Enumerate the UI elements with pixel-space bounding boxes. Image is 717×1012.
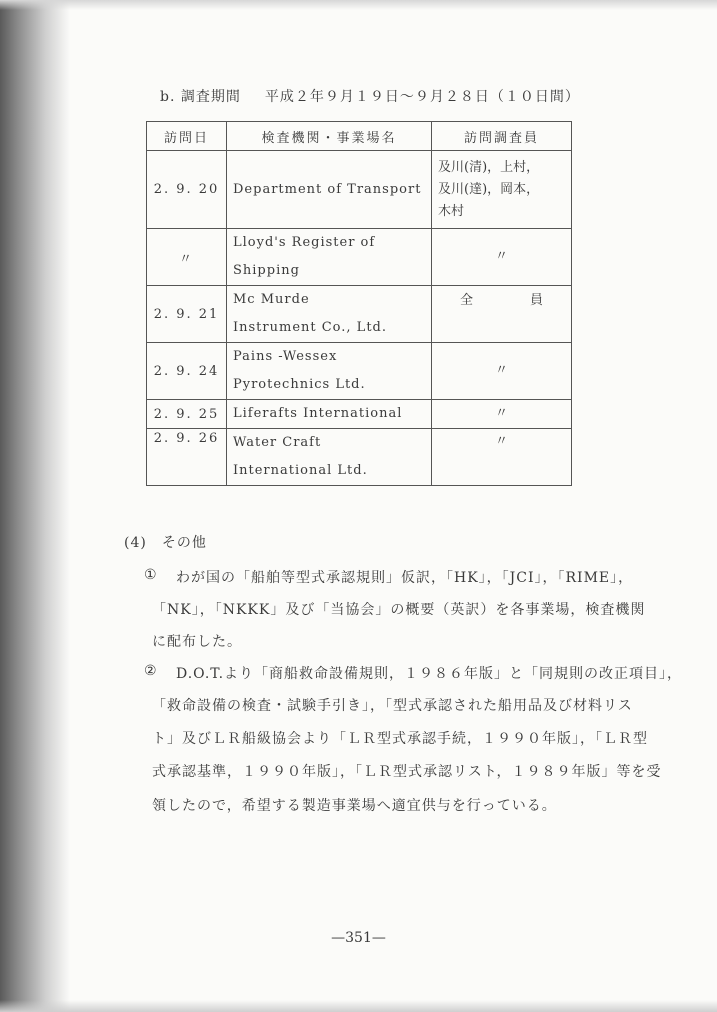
organization-name	[227, 286, 432, 343]
item-line: 「NK」，「NKKK」及び「当協会」の概要（英訳）を各事業場，検査機関	[152, 602, 646, 618]
table-row	[147, 429, 572, 486]
item-line: ト」及びＬＲ船級協会より「ＬＲ型式承認手続，１９９０年版」，「ＬＲ型	[152, 731, 648, 747]
organization-line: Pains -Wessex	[233, 349, 338, 364]
organization-name	[227, 343, 432, 400]
table-row	[147, 343, 572, 400]
member-line: 及川(達)，岡本，	[438, 181, 540, 197]
organization-name	[227, 429, 432, 486]
organization-name	[227, 151, 432, 229]
visit-table	[146, 121, 572, 486]
member-all-second: 員	[529, 293, 543, 308]
organization-line: International Ltd.	[233, 463, 368, 478]
organization-line: Mc Murde	[233, 292, 310, 307]
visit-date: 2. 9. 26	[147, 429, 227, 486]
member-line: 及川(清)，上村，	[438, 159, 540, 175]
item-line: D.O.T.より「商船救命設備規則，１９８６年版」と「同規則の改正項目」，	[176, 666, 683, 682]
scan-shadow-bottom	[0, 1000, 717, 1012]
item-marker: ①	[144, 567, 158, 583]
member-line: 木村	[438, 203, 465, 219]
table-row	[147, 229, 572, 286]
section-heading: (4) その他	[124, 535, 207, 551]
visit-members: 〃	[432, 400, 572, 429]
header-organization: 検査機関・事業場名	[227, 122, 432, 151]
organization-line: Lloyd's Register of	[233, 235, 376, 250]
item-marker: ②	[144, 663, 158, 679]
visit-date: 2. 9. 24	[147, 343, 227, 400]
organization-name	[227, 400, 432, 429]
table-row	[147, 400, 572, 429]
visit-members: 〃	[432, 229, 572, 286]
item-line: わが国の「船舶等型式承認規則」仮訳，「HK」，「JCI」，「RIME」，	[176, 570, 634, 586]
visit-members	[432, 286, 572, 343]
page-number: —351—	[331, 930, 386, 946]
header-members: 訪問調査員	[432, 122, 572, 151]
table-header-row	[147, 122, 572, 151]
member-all-first: 全	[460, 293, 474, 308]
organization-line: Shipping	[233, 263, 300, 278]
scan-shadow-top	[0, 0, 717, 10]
visit-date: 〃	[147, 229, 227, 286]
table-row	[147, 286, 572, 343]
visit-date: 2. 9. 21	[147, 286, 227, 343]
organization-line: Liferafts International	[233, 406, 403, 421]
survey-period-label: b. 調査期間	[160, 89, 241, 105]
table-row	[147, 151, 572, 229]
visit-date: 2. 9. 25	[147, 400, 227, 429]
organization-line: Instrument Co., Ltd.	[233, 320, 387, 335]
scan-shadow-left	[0, 0, 70, 1012]
survey-period-value: 平成２年９月１９日～９月２８日（１０日間）	[264, 89, 580, 105]
item-line: 式承認基準，１９９０年版」，「ＬＲ型式承認リスト，１９８９年版」等を受	[152, 764, 662, 780]
visit-members: 〃	[432, 343, 572, 400]
organization-line: Pyrotechnics Ltd.	[233, 377, 366, 392]
visit-date: 2. 9. 20	[147, 151, 227, 229]
organization-line: Department of Transport	[233, 181, 422, 197]
organization-line: Water Craft	[233, 435, 322, 450]
item-line: に配布した。	[152, 634, 242, 650]
organization-name	[227, 229, 432, 286]
header-visit-date: 訪問日	[147, 122, 227, 151]
visit-members	[432, 151, 572, 229]
item-line: 領したので，希望する製造事業場へ適宜供与を行っている。	[152, 798, 557, 814]
item-line: 「救命設備の検査・試験手引き」，「型式承認された船用品及び材料リス	[152, 698, 633, 714]
survey-period	[160, 86, 580, 106]
visit-members: 〃	[432, 429, 572, 486]
